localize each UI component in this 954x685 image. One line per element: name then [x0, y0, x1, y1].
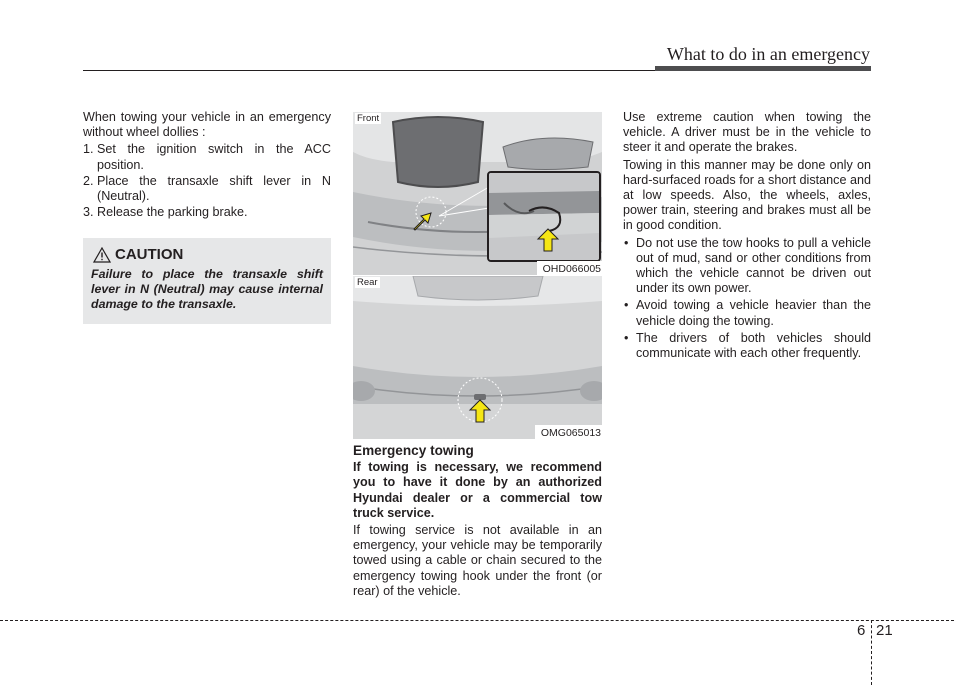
list-item — [83, 174, 331, 204]
left-column — [83, 110, 331, 221]
conditions-paragraph: Towing in this manner may be done only on hard-surfaced roads for a short distance and at low speeds. Also, the wheels, axles, power train, steering and brakes must all be in good condition. — [623, 157, 871, 233]
list-text: Do not use the tow hooks to pull a vehicle out of mud, sand or other conditions from which the vehicle cannot be driven out under its own power. — [636, 235, 871, 296]
list-item — [623, 298, 871, 328]
page-number: 21 — [876, 622, 893, 639]
bullet-list — [623, 236, 871, 362]
caution-text: Failure to place the transaxle shift lever in N (Neutral) may cause internal damage to the transaxle. — [91, 267, 323, 311]
list-item — [623, 331, 871, 361]
list-item — [83, 205, 331, 220]
recommendation-paragraph: If towing is necessary, we recommend you to have it done by an authorized Hyundai dealer or a commercial tow truck service. — [353, 460, 602, 520]
figure-code: OHD066005 — [537, 261, 602, 275]
bullet-marker: • — [624, 298, 629, 313]
list-marker: 2. — [83, 173, 94, 188]
tow-hook-detail-inset — [487, 171, 601, 262]
header-accent-bar — [655, 66, 871, 71]
section-heading: Emergency towing — [353, 443, 474, 458]
list-item — [83, 142, 331, 172]
caution-heading — [93, 246, 183, 263]
caution-box — [83, 238, 331, 324]
figure-code: OMG065013 — [535, 425, 602, 439]
tow-hook-detail-illustration — [489, 173, 599, 260]
caution-paragraph: Use extreme caution when towing the vehicle. A driver must be in the vehicle to steer it and operate the brakes. — [623, 110, 871, 155]
rear-tow-hook-figure — [353, 276, 602, 439]
chapter-number: 6 — [857, 622, 866, 639]
list-marker: 3. — [83, 205, 94, 220]
list-item — [623, 236, 871, 297]
footer-rule — [0, 620, 954, 621]
steps-list — [83, 142, 331, 220]
right-column — [623, 110, 871, 363]
section-title: What to do in an emergency — [666, 44, 870, 64]
list-text: The drivers of both vehicles should communicate with each other frequently. — [636, 330, 871, 361]
caution-title: CAUTION — [115, 246, 184, 263]
bullet-marker: • — [624, 235, 629, 250]
bullet-marker: • — [624, 330, 629, 345]
list-text: Place the transaxle shift lever in N (Neutral). — [97, 173, 331, 204]
intro-paragraph: When towing your vehicle in an emergency without wheel dollies : — [83, 110, 331, 140]
towing-paragraph: If towing service is not available in an emergency, your vehicle may be temporarily towed using a cable or chain secured to the emergency towing hook under the front (or rear) of the vehicle. — [353, 523, 602, 598]
figure-label: Rear — [357, 277, 378, 288]
list-text: Avoid towing a vehicle heavier than the vehicle doing the towing. — [636, 298, 871, 328]
figure-label: Front — [357, 113, 380, 124]
list-text: Release the parking brake. — [97, 205, 248, 220]
footer-separator — [871, 620, 872, 685]
rear-bumper-illustration — [353, 276, 602, 439]
warning-triangle-icon — [93, 247, 111, 263]
front-tow-hook-figure — [353, 112, 602, 275]
list-text: Set the ignition switch in the ACC position. — [97, 142, 331, 172]
list-marker: 1. — [83, 142, 94, 157]
middle-column — [353, 443, 602, 601]
